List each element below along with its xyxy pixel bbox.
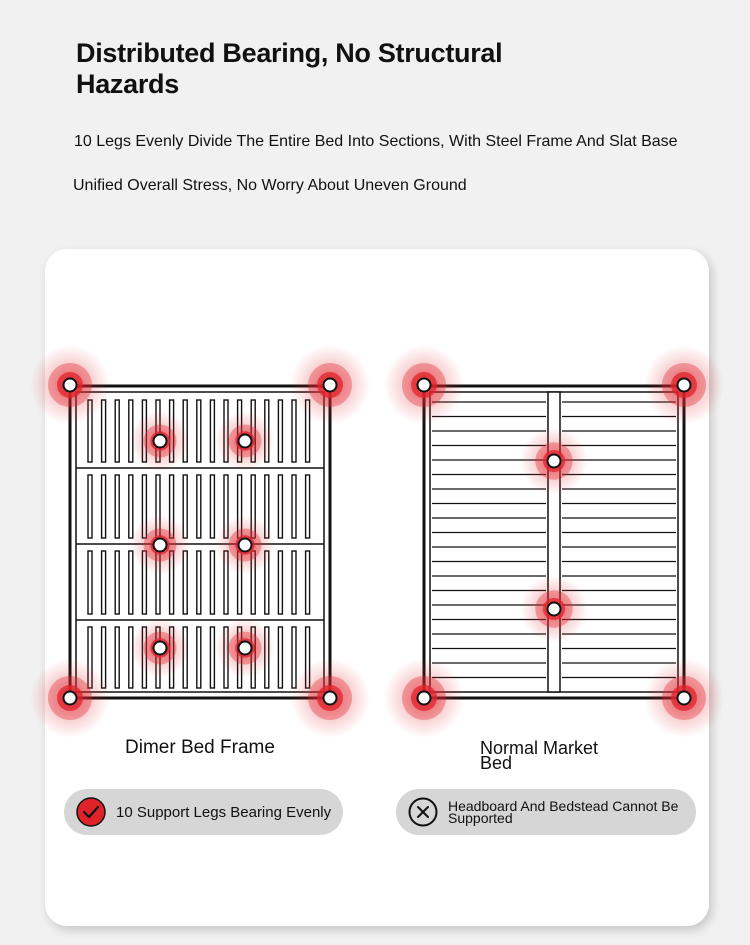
cross-icon <box>408 797 438 827</box>
slat <box>115 475 119 538</box>
slat <box>210 475 214 538</box>
slat <box>88 551 92 614</box>
slat <box>129 551 133 614</box>
support-leg <box>215 411 275 471</box>
slat <box>278 475 282 538</box>
subtitle-stress: Unified Overall Stress, No Worry About Uneven Ground <box>73 177 467 194</box>
market-badge-text: Headboard And Bedstead Cannot Be Supported <box>448 798 679 826</box>
slat <box>102 475 106 538</box>
slat <box>278 551 282 614</box>
check-icon <box>76 797 106 827</box>
slat <box>129 475 133 538</box>
support-leg <box>130 411 190 471</box>
market-caption: Normal Market Bed <box>480 738 599 773</box>
support-leg <box>644 658 724 738</box>
slat <box>115 551 119 614</box>
dimer-badge <box>64 789 343 835</box>
slat <box>115 400 119 462</box>
dimer-badge-text: 10 Support Legs Bearing Evenly <box>116 803 332 821</box>
slat <box>306 551 310 614</box>
slat <box>197 475 201 538</box>
dimer-bed-frame-diagram <box>70 386 330 698</box>
support-leg <box>30 658 110 738</box>
slat <box>278 627 282 688</box>
support-leg <box>130 515 190 575</box>
support-leg <box>520 427 588 495</box>
support-leg <box>290 345 370 425</box>
support-leg <box>384 345 464 425</box>
support-leg <box>215 515 275 575</box>
support-leg <box>520 575 588 643</box>
support-leg <box>130 618 190 678</box>
support-leg <box>384 658 464 738</box>
slat <box>115 627 119 688</box>
slat <box>306 475 310 538</box>
slat <box>210 551 214 614</box>
page-title: Distributed Bearing, No Structural Hazards <box>76 38 503 99</box>
slat <box>210 400 214 462</box>
slat <box>197 551 201 614</box>
slat <box>197 400 201 462</box>
slat <box>292 551 296 614</box>
slat <box>197 627 201 688</box>
slat <box>278 400 282 462</box>
slat <box>102 551 106 614</box>
slat <box>210 627 214 688</box>
support-leg <box>30 345 110 425</box>
support-leg <box>290 658 370 738</box>
support-leg <box>644 345 724 425</box>
dimer-caption: Dimer Bed Frame <box>125 737 275 758</box>
slat <box>88 475 92 538</box>
market-badge <box>396 789 696 835</box>
slat <box>292 475 296 538</box>
subtitle-sections: 10 Legs Evenly Divide The Entire Bed Into Sections, With Steel Frame And Slat Base <box>74 133 678 150</box>
slat <box>292 400 296 462</box>
slat <box>102 400 106 462</box>
support-leg <box>215 618 275 678</box>
